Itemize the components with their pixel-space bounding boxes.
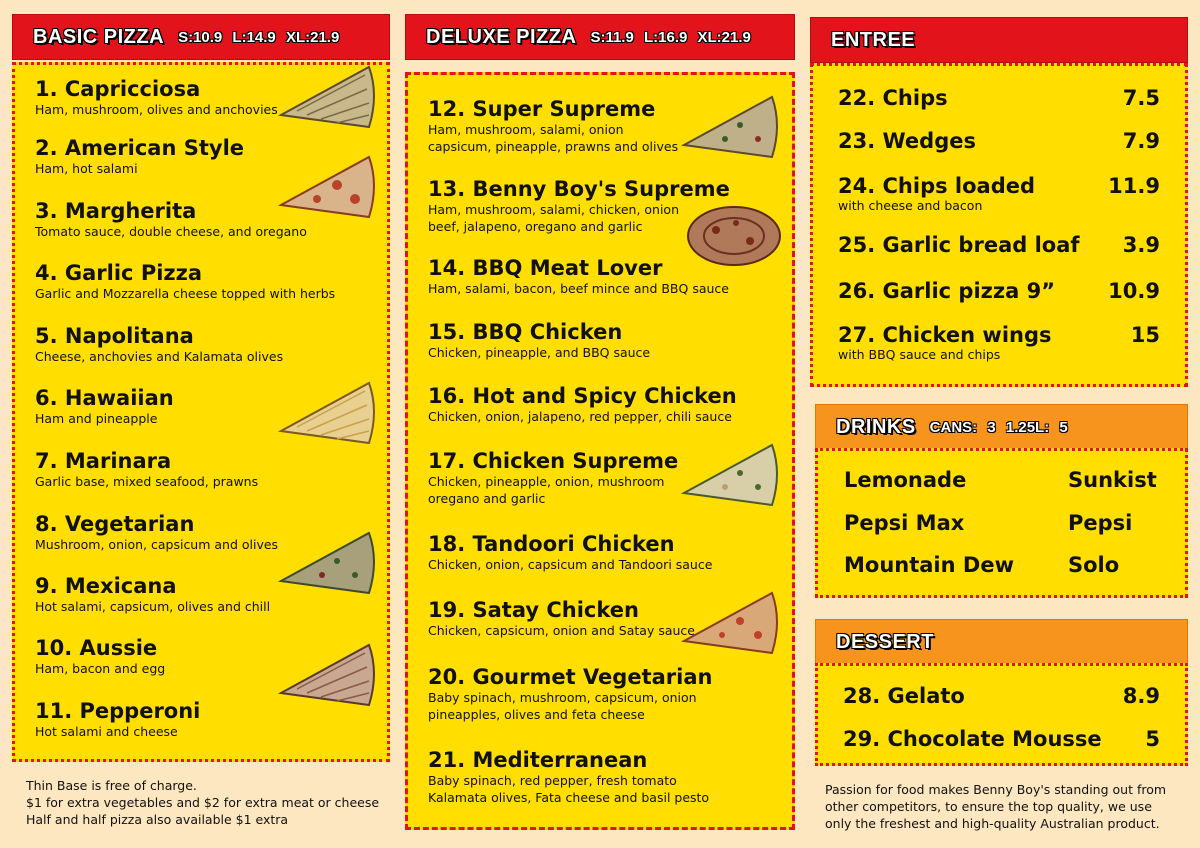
item-desc: Ham, mushroom, salami, onion	[428, 122, 624, 137]
item-desc: capsicum, pineapple, prawns and olives	[428, 139, 679, 154]
item-desc: Chicken, pineapple, onion, mushroom	[428, 474, 665, 489]
note-line: Thin Base is free of charge.	[26, 778, 197, 793]
item-name: 3. Margherita	[35, 199, 197, 223]
item-desc: with cheese and bacon	[838, 198, 983, 213]
item-price: 15	[1130, 323, 1160, 347]
item-name: 2. American Style	[35, 136, 245, 160]
drinks-panel	[815, 448, 1188, 598]
menu-item[interactable]	[838, 86, 1160, 110]
menu-item[interactable]	[35, 699, 200, 740]
menu-item[interactable]	[428, 665, 712, 723]
pizza-slice-image	[277, 155, 377, 219]
drinks-prices: CANS: 3 1.25L: 5	[929, 418, 1068, 436]
drink-item[interactable]: Mountain Dew	[844, 553, 1014, 577]
item-price: 5	[1145, 727, 1160, 751]
pizza-slice-image	[277, 531, 377, 595]
note-line: $1 for extra vegetables and $2 for extra meat or cheese	[26, 795, 380, 810]
pizza-slice-image	[680, 443, 780, 507]
item-name: 23. Wedges	[838, 129, 976, 153]
menu-item[interactable]	[35, 199, 307, 240]
menu-item[interactable]	[428, 598, 695, 639]
menu-item[interactable]	[428, 449, 678, 507]
item-desc: Tomato sauce, double cheese, and oregano	[35, 224, 307, 239]
item-desc: Ham, mushroom, salami, chicken, onion	[428, 202, 680, 217]
menu-item[interactable]	[35, 261, 335, 302]
item-name: 15. BBQ Chicken	[428, 320, 623, 344]
footer-line: only the freshest and high-quality Australian product.	[825, 816, 1160, 831]
deluxe-pizza-prices: S:11.9 L:16.9 XL:21.9	[590, 28, 751, 46]
item-name: 24. Chips loaded	[838, 174, 1036, 198]
item-price: 8.9	[1122, 684, 1160, 708]
item-name: 22. Chips	[838, 86, 948, 110]
menu-item[interactable]	[843, 727, 1160, 751]
item-name: 5. Napolitana	[35, 324, 194, 348]
item-name: 25. Garlic bread loaf	[838, 233, 1080, 257]
entree-title: ENTREE	[831, 28, 916, 51]
menu-item[interactable]	[428, 320, 650, 361]
menu-item[interactable]	[35, 636, 165, 677]
basic-pizza-prices: S:10.9 L:14.9 XL:21.9	[178, 28, 340, 46]
item-desc: Baby spinach, red pepper, fresh tomato	[428, 773, 677, 788]
item-price: 7.5	[1122, 86, 1160, 110]
item-desc: Ham, bacon and egg	[35, 661, 166, 676]
basic-pizza-title: BASIC PIZZA	[33, 25, 165, 48]
menu-item[interactable]	[35, 324, 283, 365]
menu-item[interactable]	[35, 449, 258, 490]
item-name: 11. Pepperoni	[35, 699, 201, 723]
item-desc: beef, jalapeno, oregano and garlic	[428, 219, 643, 234]
item-price: 7.9	[1122, 129, 1160, 153]
item-name: 18. Tandoori Chicken	[428, 532, 675, 556]
item-desc: Garlic and Mozzarella cheese topped with herbs	[35, 286, 336, 301]
item-desc: Chicken, pineapple, and BBQ sauce	[428, 345, 651, 360]
item-desc: oregano and garlic	[428, 491, 546, 506]
drink-item[interactable]: Pepsi Max	[844, 511, 965, 535]
menu-item[interactable]	[35, 574, 270, 615]
menu-item[interactable]	[35, 136, 244, 177]
menu-item[interactable]	[428, 384, 737, 425]
item-name: 12. Super Supreme	[428, 97, 656, 121]
basic-pizza-header	[12, 14, 390, 60]
item-name: 13. Benny Boy's Supreme	[428, 177, 730, 201]
item-name: 27. Chicken wings	[838, 323, 1052, 347]
footer-line: Passion for food makes Benny Boy's standing out from	[825, 782, 1167, 797]
item-name: 9. Mexicana	[35, 574, 177, 598]
menu-item[interactable]	[35, 386, 174, 427]
item-desc: Ham, mushroom, olives and anchovies	[35, 102, 278, 117]
entree-panel	[810, 63, 1188, 387]
item-desc: Chicken, capsicum, onion and Satay sauce	[428, 623, 695, 638]
drinks-header	[815, 404, 1188, 450]
item-name: 19. Satay Chicken	[428, 598, 639, 622]
pizza-slice-image	[680, 591, 780, 655]
item-desc: Ham, salami, bacon, beef mince and BBQ sauce	[428, 281, 729, 296]
item-name: 26. Garlic pizza 9”	[838, 279, 1056, 303]
item-desc: Mushroom, onion, capsicum and olives	[35, 537, 279, 552]
item-desc: Chicken, onion, capsicum and Tandoori sauce	[428, 557, 713, 572]
footer-tagline	[825, 781, 1166, 832]
item-desc: Cheese, anchovies and Kalamata olives	[35, 349, 284, 364]
item-name: 28. Gelato	[843, 684, 965, 708]
menu-item[interactable]	[838, 129, 1160, 153]
item-name: 7. Marinara	[35, 449, 172, 473]
item-name: 16. Hot and Spicy Chicken	[428, 384, 737, 408]
menu-item[interactable]	[838, 233, 1160, 257]
menu-item[interactable]	[35, 77, 278, 118]
pizza-slice-image	[680, 95, 780, 159]
menu-item[interactable]	[843, 684, 1160, 708]
menu-item[interactable]	[838, 323, 1160, 363]
drink-item[interactable]: Solo	[1068, 553, 1120, 577]
item-desc: Baby spinach, mushroom, capsicum, onion	[428, 690, 697, 705]
deluxe-pizza-panel	[405, 72, 795, 830]
menu-item[interactable]	[838, 174, 1160, 214]
menu-item[interactable]	[428, 748, 709, 806]
drink-item[interactable]: Pepsi	[1068, 511, 1133, 535]
dessert-title: DESSERT	[836, 630, 934, 653]
item-name: 14. BBQ Meat Lover	[428, 256, 663, 280]
dessert-header	[815, 619, 1188, 665]
menu-item[interactable]	[428, 256, 729, 297]
pizza-whole-image	[686, 205, 782, 267]
menu-item[interactable]	[35, 512, 278, 553]
item-name: 29. Chocolate Mousse	[843, 727, 1102, 751]
item-desc: with BBQ sauce and chips	[838, 347, 1001, 362]
menu-item[interactable]	[838, 279, 1160, 303]
item-desc: Hot salami, capsicum, olives and chill	[35, 599, 271, 614]
drink-item[interactable]: Sunkist	[1068, 468, 1157, 492]
item-desc: pineapples, olives and feta cheese	[428, 707, 645, 722]
deluxe-pizza-title: DELUXE PIZZA	[426, 25, 577, 48]
menu-item[interactable]	[428, 177, 730, 235]
footer-line: other competitors, to ensure the top quality, we use	[825, 799, 1152, 814]
drinks-title: DRINKS	[836, 415, 916, 438]
item-desc: Kalamata olives, Fata cheese and basil pesto	[428, 790, 710, 805]
item-desc: Garlic base, mixed seafood, prawns	[35, 474, 259, 489]
note-line: Half and half pizza also available $1 extra	[26, 812, 289, 827]
item-desc: Ham and pineapple	[35, 411, 158, 426]
pizza-slice-image	[277, 381, 377, 445]
menu-item[interactable]	[428, 532, 712, 573]
pizza-slice-image	[277, 65, 377, 129]
item-name: 21. Mediterranean	[428, 748, 648, 772]
drink-item[interactable]: Lemonade	[844, 468, 967, 492]
entree-header	[810, 17, 1188, 63]
pizza-slice-image	[277, 643, 377, 707]
deluxe-pizza-header	[405, 14, 795, 60]
item-name: 4. Garlic Pizza	[35, 261, 203, 285]
basic-notes	[26, 777, 379, 828]
item-desc: Hot salami and cheese	[35, 724, 178, 739]
item-name: 1. Capricciosa	[35, 77, 201, 101]
basic-pizza-panel	[12, 62, 390, 762]
menu-item[interactable]	[428, 97, 678, 155]
item-price: 10.9	[1108, 279, 1160, 303]
dessert-panel	[815, 663, 1188, 766]
item-name: 10. Aussie	[35, 636, 158, 660]
item-name: 8. Vegetarian	[35, 512, 195, 536]
item-price: 3.9	[1122, 233, 1160, 257]
item-price: 11.9	[1108, 174, 1160, 198]
item-name: 20. Gourmet Vegetarian	[428, 665, 713, 689]
item-name: 17. Chicken Supreme	[428, 449, 679, 473]
item-desc: Chicken, onion, jalapeno, red pepper, chili sauce	[428, 409, 732, 424]
item-name: 6. Hawaiian	[35, 386, 174, 410]
item-desc: Ham, hot salami	[35, 161, 138, 176]
